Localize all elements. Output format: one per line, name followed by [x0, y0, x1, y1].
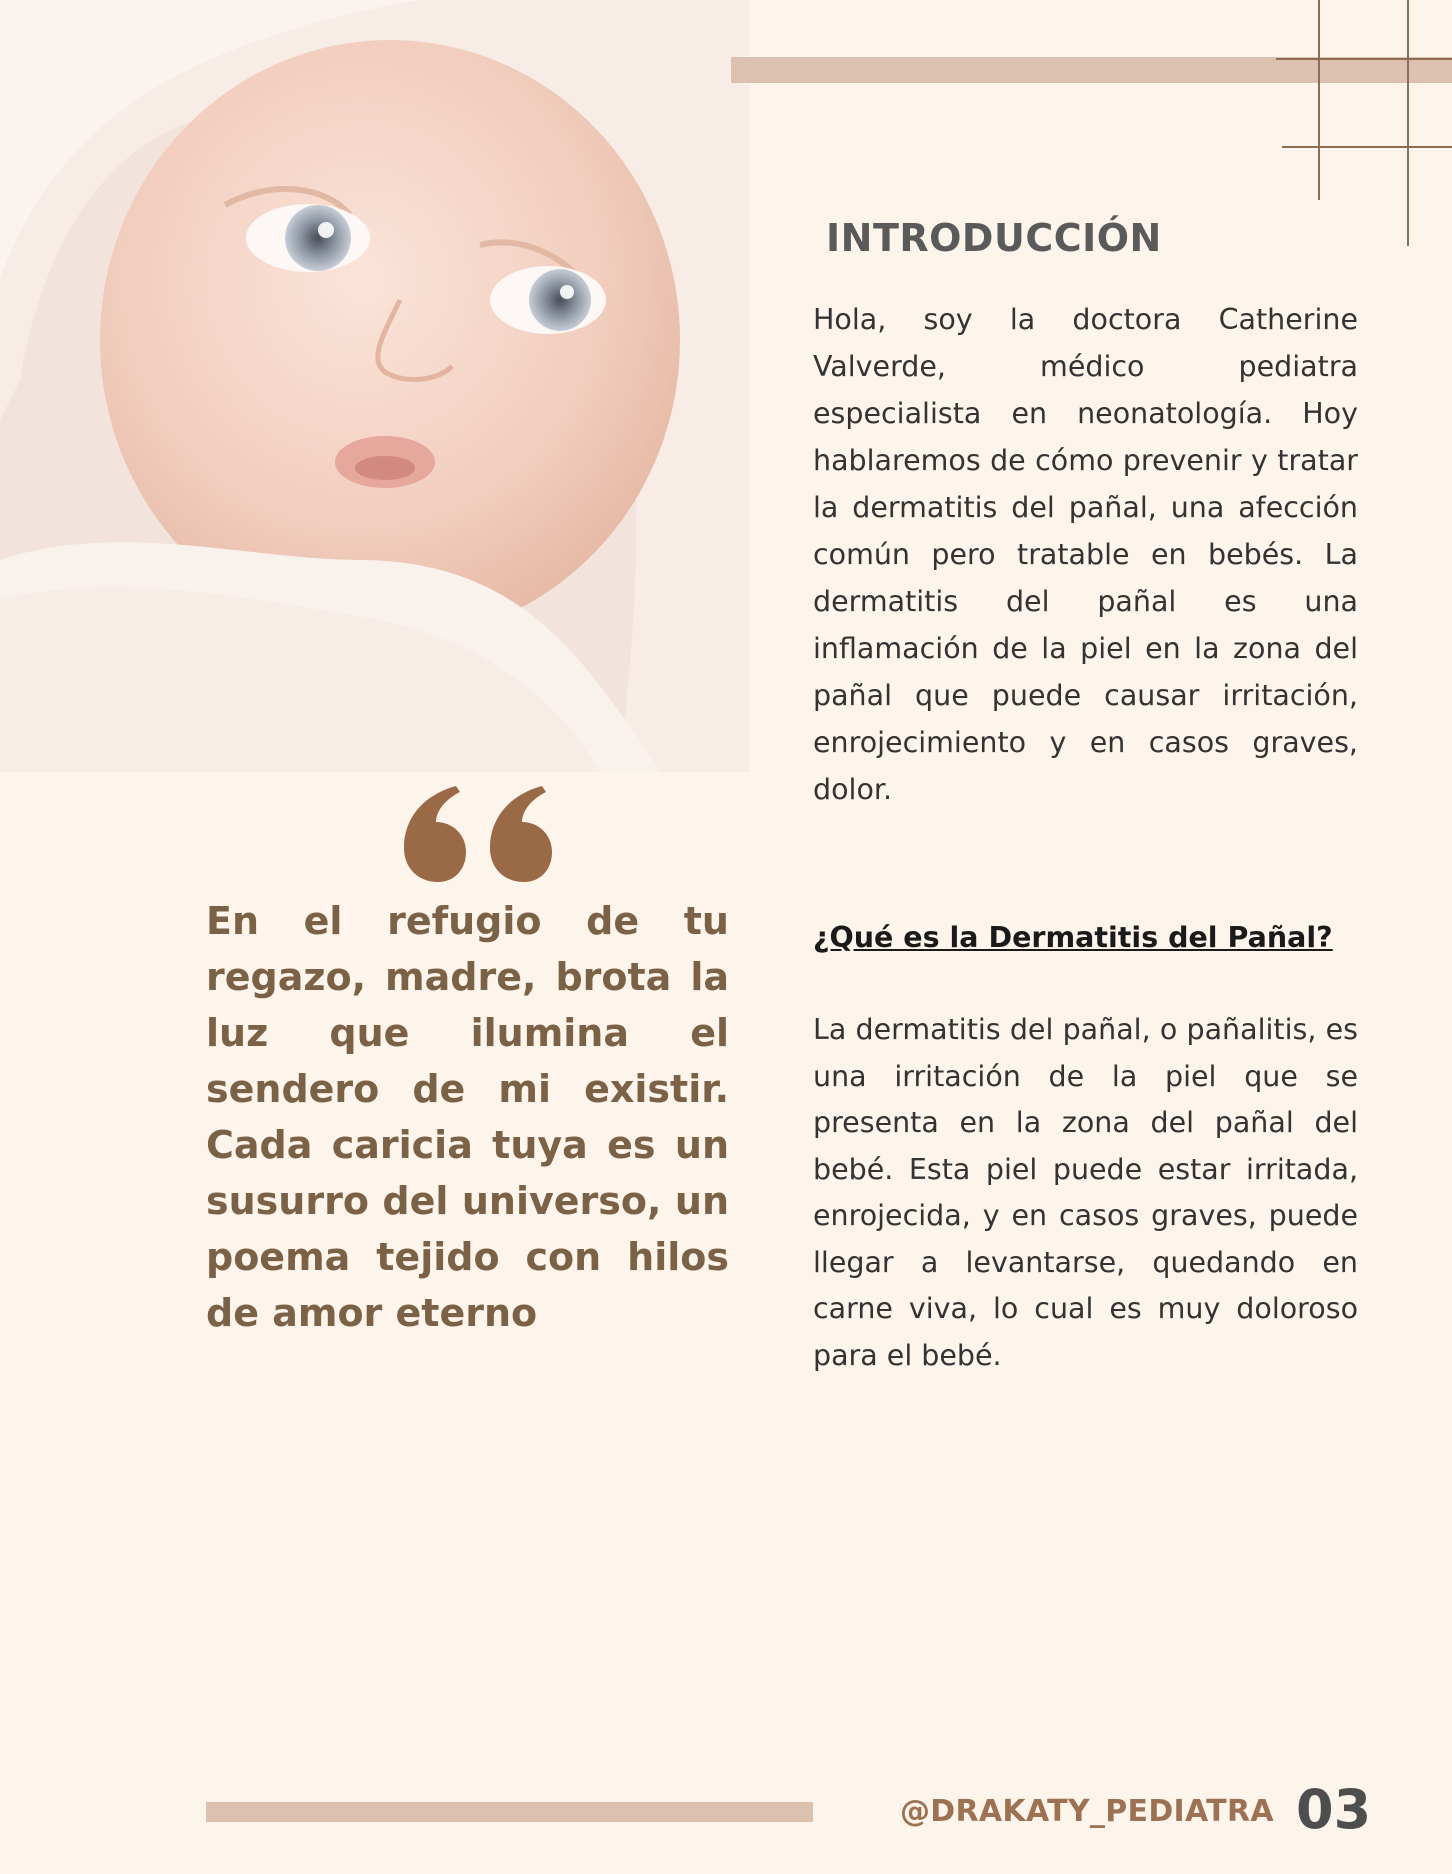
page-number: 03 [1296, 1778, 1372, 1841]
decorative-horizontal-line [1282, 146, 1452, 148]
top-accent-bar [731, 57, 1452, 83]
intro-paragraph: Hola, soy la doctora Catherine Valverde, médico pediatra especialista en neonatología. Hoy hablaremos de cómo prevenir y tratar la dermatitis del pañal, una afección común pero tratable en bebés. La dermatitis del pañal es una inflamación de la piel en la zona del pañal que puede causar irritación, enrojecimiento y en casos graves, dolor. [813, 303, 1358, 806]
section-heading: ¿Qué es la Dermatitis del Pañal? [813, 921, 1333, 954]
section-paragraph: La dermatitis del pañal, o pañalitis, es una irritación de la piel que se presenta en la zona del pañal del bebé. Esta piel puede estar irritada, enrojecida, y en casos graves, puede llegar a levantarse, quedando en carne viva, lo cual es muy doloroso para el bebé. [813, 1013, 1358, 1372]
bottom-accent-bar [206, 1802, 813, 1822]
intro-title: INTRODUCCIÓN [826, 216, 1162, 260]
decorative-horizontal-line [1276, 58, 1452, 60]
quote-text: En el refugio de tu regazo, madre, brota la luz que ilumina el sendero de mi existir. Cada caricia tuya es un susurro del universo, un poema tejido con hilos de amor eterno [206, 899, 729, 1335]
social-handle: @DRAKATY_PEDIATRA [900, 1794, 1274, 1829]
decorative-vertical-line [1318, 0, 1320, 200]
baby-photo [0, 0, 750, 772]
decorative-vertical-line [1407, 0, 1409, 246]
quotation-mark-icon [404, 786, 552, 886]
